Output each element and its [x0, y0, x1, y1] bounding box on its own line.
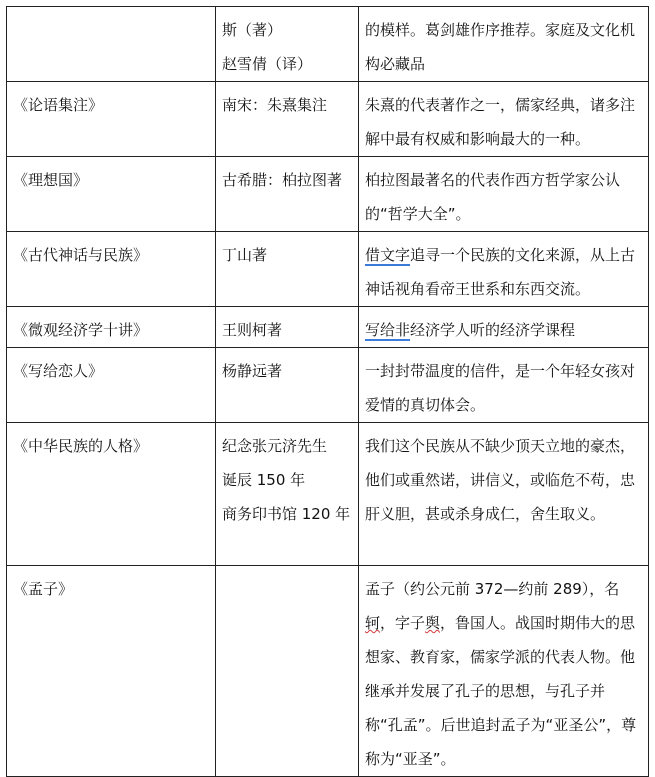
description-text [365, 313, 642, 347]
book-title: 《孟子》 [13, 580, 74, 598]
book-title-cell [7, 82, 216, 157]
grammar-marked-text: 写给非 [365, 321, 411, 339]
book-title-cell [7, 423, 216, 566]
author-cell [216, 566, 359, 777]
author-cell [216, 232, 359, 307]
description-text: 朱熹的代表著作之一，儒家经典，诸多注解中最有权威和影响最大的一种。 [365, 96, 636, 148]
book-title-cell [7, 348, 216, 423]
author-cell [216, 157, 359, 232]
grammar-marked-text: 借文字 [365, 246, 411, 264]
description-cell [359, 82, 649, 157]
table-row [7, 423, 649, 566]
author-cell [216, 348, 359, 423]
description-cell [359, 348, 649, 423]
book-title: 《中华民族的人格》 [13, 437, 149, 455]
table-row [7, 307, 649, 348]
author-line: 杨静远著 [222, 362, 283, 380]
description-text: 的模样。葛剑雄作序推荐。家庭及文化机构必藏品 [365, 21, 636, 73]
author-line: 商务印书馆 120 年 [222, 505, 351, 523]
author-line: 纪念张元济先生 [222, 437, 328, 455]
description-cell [359, 157, 649, 232]
book-title: 《理想国》 [13, 171, 89, 189]
author-line: 斯（著） [222, 21, 283, 39]
table-row [7, 7, 649, 82]
description-part: 孟子（约公元前 372—约前 289），名 [365, 580, 620, 598]
author-line: 王则柯著 [222, 321, 283, 339]
book-title: 《论语集注》 [13, 96, 104, 114]
description-text [365, 238, 642, 306]
author-line: 诞辰 150 年 [222, 471, 306, 489]
description-rest: 经济学人听的经济学课程 [410, 321, 576, 339]
description-text: 一封封带温度的信件，是一个年轻女孩对爱情的真切体会。 [365, 362, 636, 414]
book-title-cell [7, 157, 216, 232]
book-title: 《写给恋人》 [13, 362, 104, 380]
table-row [7, 82, 649, 157]
book-title-cell [7, 307, 216, 348]
description-cell [359, 7, 649, 82]
author-line: 南宋：朱熹集注 [222, 96, 328, 114]
author-cell [216, 7, 359, 82]
table-row [7, 348, 649, 423]
description-cell [359, 232, 649, 307]
description-part: ，字子 [380, 614, 426, 632]
description-cell [359, 566, 649, 777]
book-title: 《古代神话与民族》 [13, 246, 149, 264]
table-row [7, 232, 649, 307]
book-title-cell [7, 7, 216, 82]
author-line: 赵雪倩（译） [222, 55, 313, 73]
description-rest: 追寻一个民族的文化来源，从上古神话视角看帝王世系和东西交流。 [365, 246, 636, 298]
description-cell [359, 423, 649, 566]
book-title: 《微观经济学十讲》 [13, 321, 149, 339]
author-cell [216, 82, 359, 157]
description-cell [359, 307, 649, 348]
description-part: ，鲁国人。战国时期伟大的思想家、教育家，儒家学派的代表人物。他继承并发展了孔子的思想，与孔子并称“孔孟”。后世追封孟子为“亚圣公”，尊称为“亚圣”。 [365, 614, 637, 768]
author-cell [216, 423, 359, 566]
description-text [365, 572, 642, 776]
spell-marked-text: 舆 [425, 614, 441, 632]
book-title-cell [7, 232, 216, 307]
author-line: 丁山著 [222, 246, 268, 264]
spell-marked-text: 轲 [365, 614, 381, 632]
table-row [7, 157, 649, 232]
description-text: 我们这个民族从不缺少顶天立地的豪杰，他们或重然诺，讲信义，或临危不苟，忠肝义胆，甚或杀身成仁，舍生取义。 [365, 437, 636, 523]
author-cell [216, 307, 359, 348]
book-title-cell [7, 566, 216, 777]
table-row [7, 566, 649, 777]
book-list-table [6, 6, 649, 777]
description-text: 柏拉图最著名的代表作西方哲学家公认的“哲学大全”。 [365, 171, 621, 223]
author-line: 古希腊：柏拉图著 [222, 171, 343, 189]
